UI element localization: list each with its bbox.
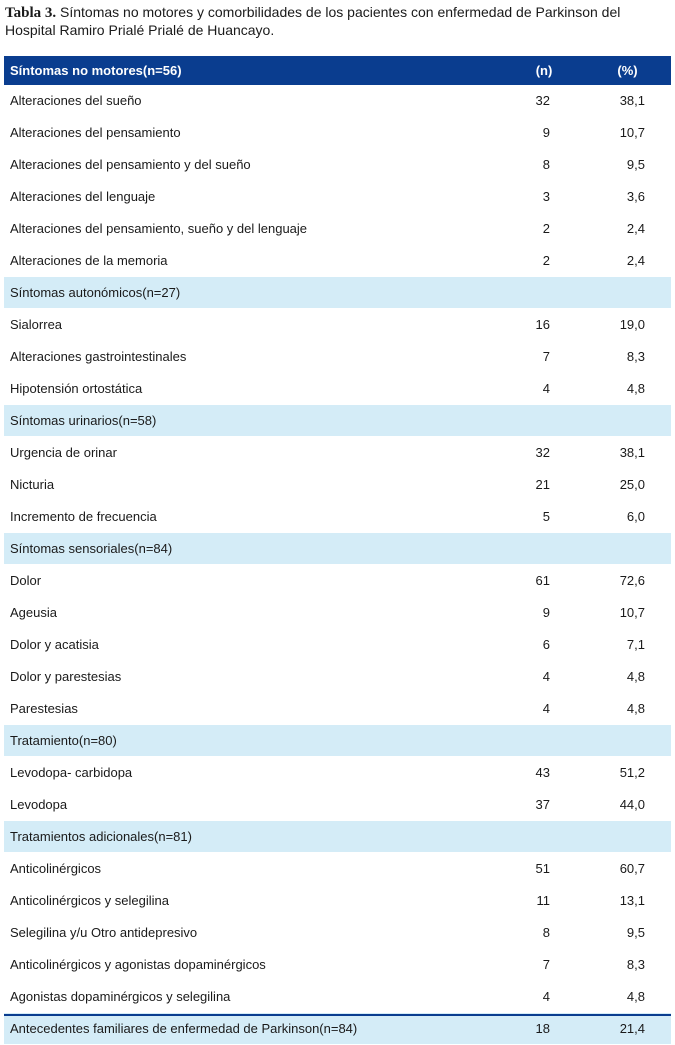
section-row [4,533,671,565]
row-percent: 6,0 [584,501,671,533]
row-count: 5 [504,501,584,533]
row-percent: 25,0 [584,469,671,501]
table-row [4,85,671,117]
row-label: Tratamientos adicionales(n=81) [4,821,504,853]
row-label: Alteraciones del pensamiento y del sueño [4,149,504,181]
row-count: 6 [504,629,584,661]
row-count: 3 [504,181,584,213]
table-row [4,341,671,373]
row-percent [584,533,671,565]
table-row [4,309,671,341]
row-percent: 4,8 [584,981,671,1013]
row-percent: 51,2 [584,757,671,789]
row-count: 51 [504,853,584,885]
section-row [4,821,671,853]
table-row [4,789,671,821]
table-row [4,629,671,661]
table-row [4,245,671,277]
table-row [4,565,671,597]
table-row [4,597,671,629]
row-label: Levodopa- carbidopa [4,757,504,789]
row-count: 16 [504,309,584,341]
row-label: Incremento de frecuencia [4,501,504,533]
table-row [4,981,671,1013]
row-label: Agonistas dopaminérgicos y selegilina [4,981,504,1013]
table-row [4,213,671,245]
row-count: 4 [504,661,584,693]
section-row [4,277,671,309]
table-row [4,181,671,213]
row-percent: 9,5 [584,149,671,181]
row-label: Anticolinérgicos [4,853,504,885]
table-row [4,853,671,885]
caption-text: Síntomas no motores y comorbilidades de los pacientes con enfermedad de Parkinson del Hospital Ramiro Prialé Prialé de Huancayo. [5,4,621,38]
table-row [4,117,671,149]
row-count: 32 [504,85,584,117]
row-count: 8 [504,917,584,949]
header-percent: (%) [584,56,671,85]
row-label: Anticolinérgicos y agonistas dopaminérgicos [4,949,504,981]
row-percent: 10,7 [584,597,671,629]
row-percent: 4,8 [584,661,671,693]
row-label: Alteraciones del sueño [4,85,504,117]
row-label: Dolor y acatisia [4,629,504,661]
row-label: Síntomas urinarios(n=58) [4,405,504,437]
row-count: 9 [504,597,584,629]
caption-label: Tabla 3. [5,5,57,21]
table-row [4,693,671,725]
row-label: Levodopa [4,789,504,821]
row-percent: 8,3 [584,949,671,981]
row-percent: 72,6 [584,565,671,597]
row-label: Urgencia de orinar [4,437,504,469]
row-count: 9 [504,117,584,149]
row-count: 2 [504,213,584,245]
row-count: 7 [504,949,584,981]
row-count: 43 [504,757,584,789]
row-count: 4 [504,981,584,1013]
row-label: Sialorrea [4,309,504,341]
row-label: Parestesias [4,693,504,725]
row-count [504,277,584,309]
header-symptom: Síntomas no motores(n=56) [4,56,504,85]
table-caption [5,4,670,39]
row-percent: 38,1 [584,85,671,117]
row-count: 7 [504,341,584,373]
table-row [4,469,671,501]
table-row [4,885,671,917]
row-count: 18 [504,1013,584,1045]
row-count: 21 [504,469,584,501]
row-label: Hipotensión ortostática [4,373,504,405]
row-percent: 9,5 [584,917,671,949]
row-percent: 8,3 [584,341,671,373]
row-percent: 3,6 [584,181,671,213]
row-count: 4 [504,373,584,405]
row-percent: 21,4 [584,1013,671,1045]
row-percent: 4,8 [584,373,671,405]
row-percent: 7,1 [584,629,671,661]
row-count [504,821,584,853]
row-count: 2 [504,245,584,277]
section-row [4,405,671,437]
row-percent: 38,1 [584,437,671,469]
row-percent: 13,1 [584,885,671,917]
row-label: Nicturia [4,469,504,501]
row-label: Alteraciones de la memoria [4,245,504,277]
table-body [4,85,671,1045]
row-count: 4 [504,693,584,725]
row-percent: 10,7 [584,117,671,149]
row-label: Ageusia [4,597,504,629]
row-percent: 4,8 [584,693,671,725]
row-label: Alteraciones del pensamiento, sueño y del lenguaje [4,213,504,245]
row-percent: 2,4 [584,213,671,245]
row-label: Selegilina y/u Otro antidepresivo [4,917,504,949]
table-row [4,373,671,405]
row-percent [584,725,671,757]
row-label: Alteraciones del lenguaje [4,181,504,213]
row-percent: 44,0 [584,789,671,821]
section-row [4,725,671,757]
table-bottom-rule [4,1014,671,1016]
row-label: Síntomas sensoriales(n=84) [4,533,504,565]
row-label: Síntomas autonómicos(n=27) [4,277,504,309]
row-percent [584,277,671,309]
row-label: Antecedentes familiares de enfermedad de Parkinson(n=84) [4,1013,504,1045]
table-row [4,661,671,693]
row-count [504,533,584,565]
row-count: 37 [504,789,584,821]
row-label: Dolor [4,565,504,597]
row-label: Alteraciones gastrointestinales [4,341,504,373]
table-header-row [4,56,671,85]
row-label: Anticolinérgicos y selegilina [4,885,504,917]
row-count [504,405,584,437]
row-percent: 2,4 [584,245,671,277]
table-row [4,949,671,981]
header-n: (n) [504,56,584,85]
row-count: 8 [504,149,584,181]
symptoms-table [4,56,671,1045]
row-percent [584,821,671,853]
table-row [4,149,671,181]
table-row [4,437,671,469]
row-label: Dolor y parestesias [4,661,504,693]
row-count: 32 [504,437,584,469]
table-row [4,917,671,949]
row-percent: 60,7 [584,853,671,885]
row-label: Alteraciones del pensamiento [4,117,504,149]
table-row [4,501,671,533]
row-percent [584,405,671,437]
section-row [4,1013,671,1045]
row-count: 11 [504,885,584,917]
row-percent: 19,0 [584,309,671,341]
row-count: 61 [504,565,584,597]
table-row [4,757,671,789]
row-label: Tratamiento(n=80) [4,725,504,757]
row-count [504,725,584,757]
